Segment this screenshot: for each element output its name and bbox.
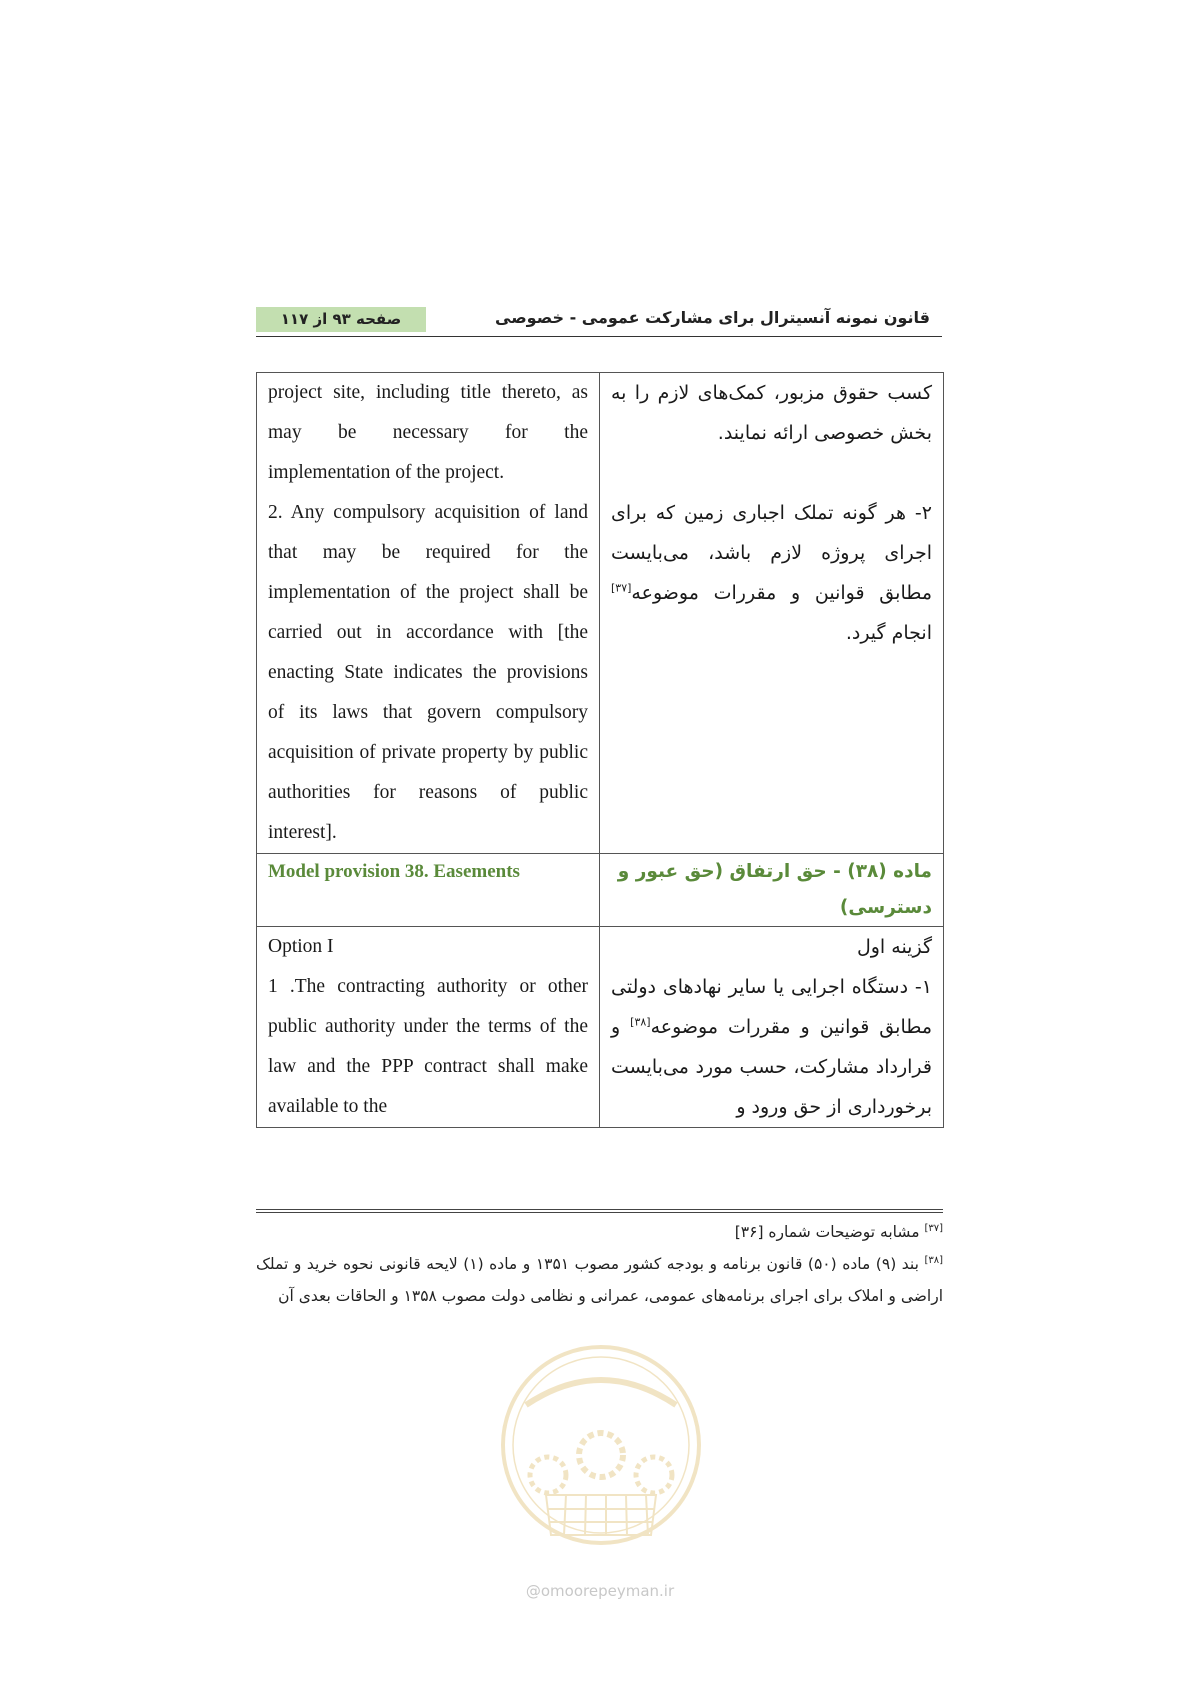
footnote-mark: [۳۷] (924, 1222, 943, 1234)
footnotes (256, 1216, 943, 1312)
english-cell (257, 927, 600, 1128)
watermark-logo-icon (486, 1335, 716, 1585)
watermark-url: @omoorepeyman.ir (525, 1582, 675, 1600)
table-row (257, 927, 944, 1128)
english-heading: Model provision 38. Easements (257, 854, 600, 927)
table-row (257, 373, 944, 854)
footnote: [۳۷] مشابه توضیحات شماره [۳۶] (734, 1222, 943, 1241)
english-paragraph: 1 .The contracting authority or other public authority under the terms of the law and the PPP contract shall make available to the (268, 976, 588, 1117)
page-indicator: صفحه ۹۳ از ۱۱۷ (256, 307, 426, 332)
persian-paragraph: ۲- هر گونه تملک اجباری زمین که برای اجرای پروژه لازم باشد، می‌بایست مطابق قوانین و مقررات موضوعه[۳۷] انجام گیرد. (611, 502, 932, 644)
persian-paragraph: کسب حقوق مزبور، کمک‌های لازم را به بخش خصوصی ارائه نمایند. (611, 382, 932, 444)
table-row (257, 854, 944, 927)
english-paragraph: project site, including title thereto, as may be necessary for the implementation of the project. (268, 382, 588, 483)
english-paragraph: 2. Any compulsory acquisition of land that may be required for the implementation of the project shall be carried out in accordance with [the enacting State indicates the provisions of its laws that govern compulsory acquisition of private property by public authorities for reasons of public interest]. (268, 502, 588, 843)
persian-cell (600, 927, 944, 1128)
page-header (256, 304, 942, 337)
header-title: قانون نمونه آنسیترال برای مشارکت عمومی - خصوصی (495, 308, 930, 327)
english-option-label: Option I (268, 936, 334, 957)
footnote-ref[interactable]: [۳۷] (611, 581, 632, 595)
footnote: [۳۸] بند (۹) ماده (۵۰) قانون برنامه و بودجه کشور مصوب ۱۳۵۱ و ماده (۱) لایحه قانونی نحوه خرید و تملک اراضی و املاک برای اجرای برنامه‌های عمومی، عمرانی و نظامی دولت مصوب ۱۳۵۸ و الحاقات بعدی آن (256, 1254, 944, 1305)
footnote-ref[interactable]: [۳۸] (630, 1015, 651, 1029)
bilingual-table (256, 372, 944, 1128)
persian-option-label: گزینه اول (856, 936, 932, 958)
persian-heading: ماده (۳۸) - حق ارتفاق (حق عبور و دسترسی) (600, 854, 944, 927)
persian-paragraph: ۱- دستگاه اجرایی یا سایر نهادهای دولتی مطابق قوانین و مقررات موضوعه[۳۸] و قرارداد مشارکت، حسب مورد می‌بایست برخورداری از حق ورود و (611, 976, 932, 1118)
english-cell (257, 373, 600, 854)
persian-cell (600, 373, 944, 854)
footnote-mark: [۳۸] (924, 1254, 944, 1266)
footnote-divider (256, 1209, 943, 1210)
footnote-divider (256, 1212, 943, 1213)
